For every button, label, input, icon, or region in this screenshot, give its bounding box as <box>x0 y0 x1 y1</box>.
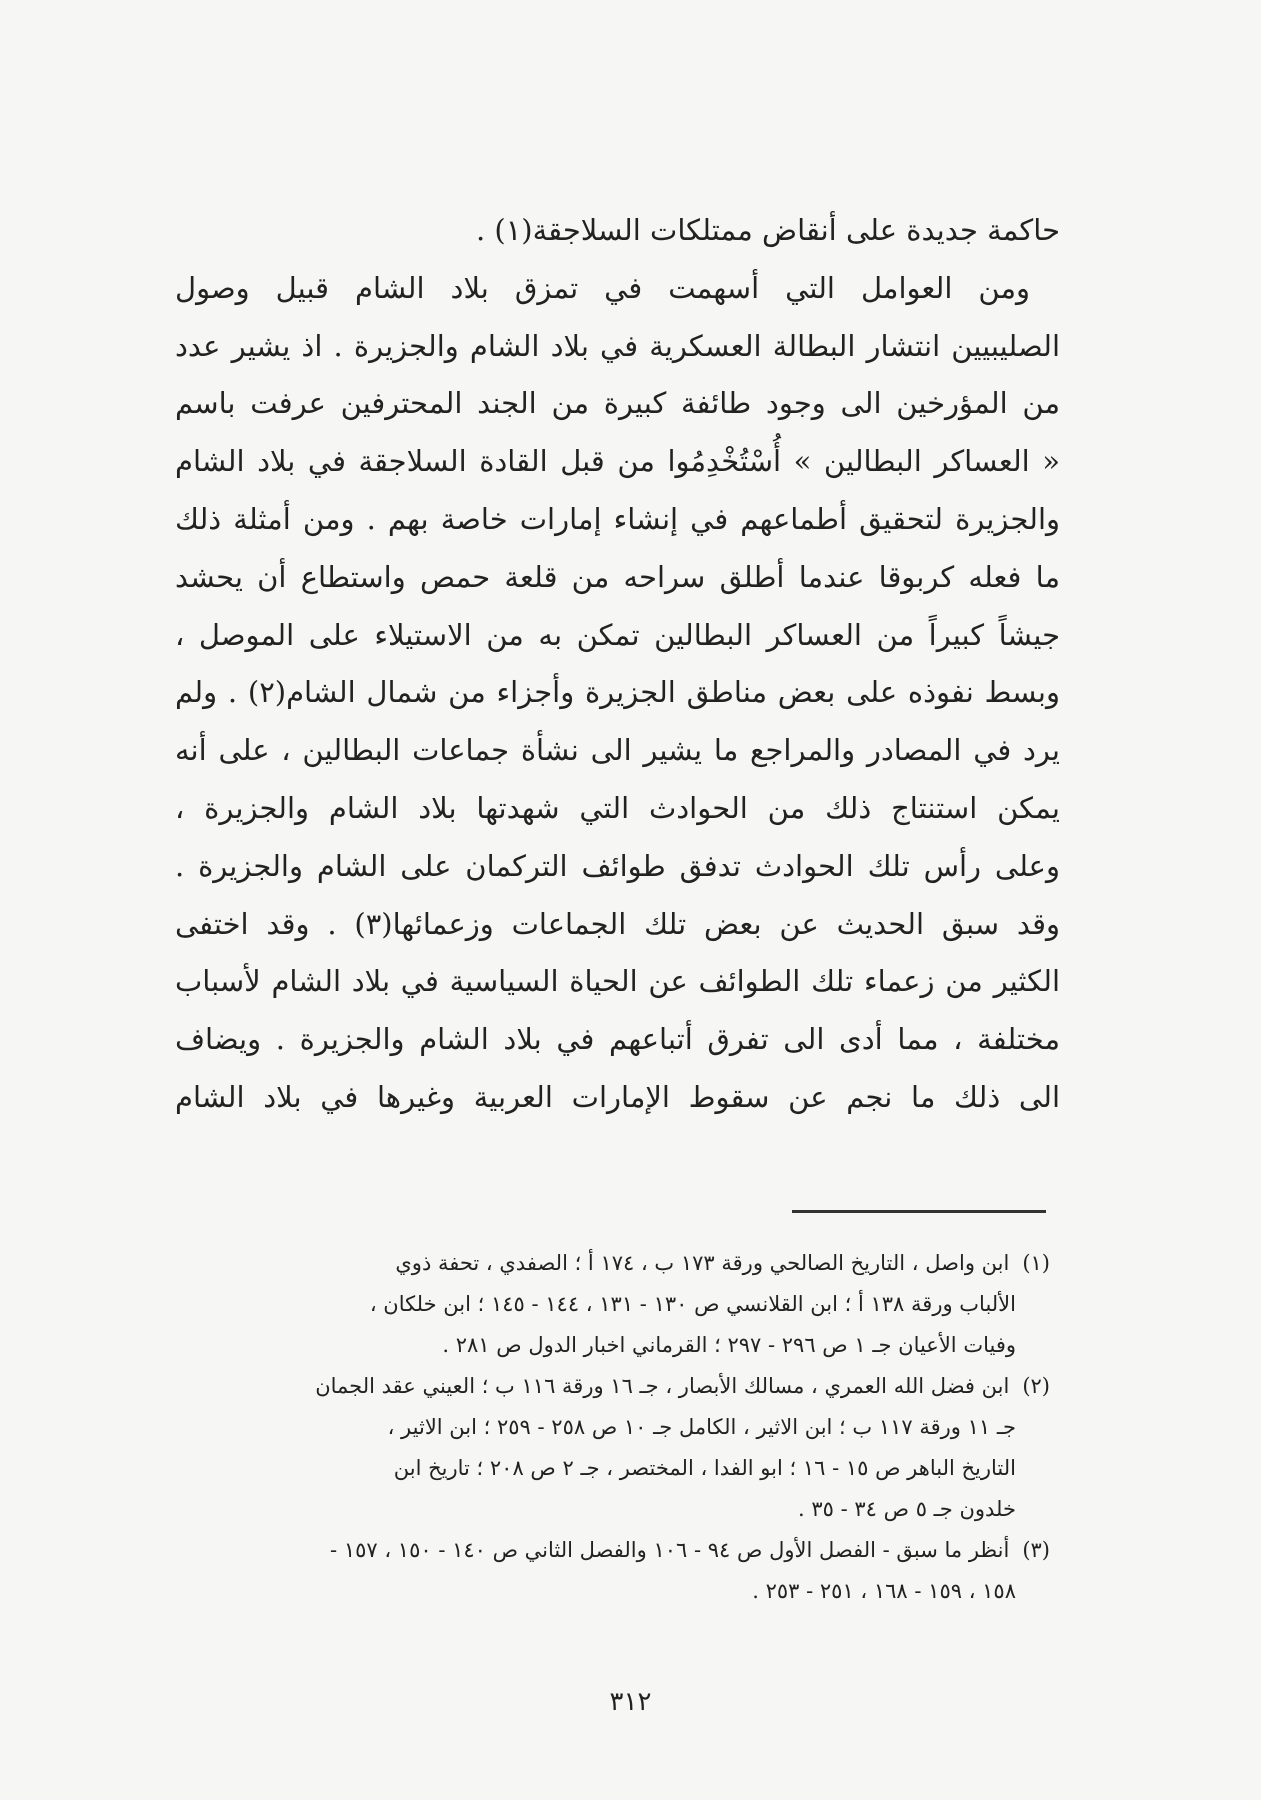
footnote-text: خلدون جـ ٥ ص ٣٤ - ٣٥ . <box>798 1497 1016 1521</box>
footnote-text: ابن فضل الله العمري ، مسالك الأبصار ، جـ ١٦ ورقة ١١٦ ب ؛ العيني عقد الجمان <box>315 1374 1010 1398</box>
body-line: وبسط نفوذه على بعض مناطق الجزيرة وأجزاء من شمال الشام(٢) . ولم <box>175 675 1060 710</box>
footnote-text: ١٥٨ ، ١٥٩ - ١٦٨ ، ٢٥١ - ٢٥٣ . <box>752 1579 1016 1603</box>
body-line: الصليبيين انتشار البطالة العسكرية في بلاد الشام والجزيرة . اذ يشير عدد <box>175 328 1060 363</box>
footnote-1 <box>170 1243 1050 1284</box>
footnote-text: وفيات الأعيان جـ ١ ص ٢٩٦ - ٢٩٧ ؛ القرماني اخبار الدول ص ٢٨١ . <box>442 1333 1016 1357</box>
footnote-number: (٣) <box>1022 1538 1050 1562</box>
footnote-text: التاريخ الباهر ص ١٥ - ١٦ ؛ ابو الفدا ، المختصر ، جـ ٢ ص ٢٠٨ ؛ تاريخ ابن <box>393 1456 1016 1480</box>
body-line: ومن العوامل التي أسهمت في تمزق بلاد الشام قبيل وصول <box>175 270 1030 305</box>
footnote-number: (٢) <box>1022 1374 1050 1398</box>
footnote-text: أنظر ما سبق - الفصل الأول ص ٩٤ - ١٠٦ والفصل الثاني ص ١٤٠ - ١٥٠ ، ١٥٧ - <box>330 1538 1010 1562</box>
footnote-2 <box>170 1366 1050 1407</box>
page-number: ٣١٢ <box>609 1687 652 1717</box>
footnote-text: ابن واصل ، التاريخ الصالحي ورقة ١٧٣ ب ، ١٧٤ أ ؛ الصفدي ، تحفة ذوي <box>395 1251 1010 1275</box>
body-line: من المؤرخين الى وجود طائفة كبيرة من الجند المحترفين عرفت باسم <box>175 386 1060 421</box>
body-line: ما فعله كربوقا عندما أطلق سراحه من قلعة حمص واستطاع أن يحشد <box>175 559 1060 594</box>
body-line: حاكمة جديدة على أنقاض ممتلكات السلاجقة(١) . <box>475 213 1060 247</box>
footnotes <box>170 1243 1050 1612</box>
body-text <box>175 202 1060 1127</box>
body-line: « العساكر البطالين » أُسْتُخْدِمُوا من قبل القادة السلاجقة في بلاد الشام <box>175 444 1060 479</box>
body-line: الى ذلك ما نجم عن سقوط الإمارات العربية وغيرها في بلاد الشام <box>175 1079 1060 1114</box>
body-line: وقد سبق الحديث عن بعض تلك الجماعات وزعمائها(٣) . وقد اختفى <box>175 906 1060 941</box>
body-line: جيشاً كبيراً من العساكر البطالين تمكن به من الاستيلاء على الموصل ، <box>175 617 1060 652</box>
footnote-text: جـ ١١ ورقة ١١٧ ب ؛ ابن الاثير ، الكامل جـ ١٠ ص ٢٥٨ - ٢٥٩ ؛ ابن الاثير ، <box>387 1415 1016 1439</box>
body-line: يرد في المصادر والمراجع ما يشير الى نشأة جماعات البطالين ، على أنه <box>175 733 1060 768</box>
body-line: والجزيرة لتحقيق أطماعهم في إنشاء إمارات خاصة بهم . ومن أمثلة ذلك <box>175 501 1060 536</box>
footnote-separator <box>792 1210 1046 1213</box>
footnote-text: الألباب ورقة ١٣٨ أ ؛ ابن القلانسي ص ١٣٠ - ١٣١ ، ١٤٤ - ١٤٥ ؛ ابن خلكان ، <box>369 1292 1016 1316</box>
footnote-3 <box>170 1530 1050 1571</box>
body-line: وعلى رأس تلك الحوادث تدفق طوائف التركمان على الشام والجزيرة . <box>175 848 1060 883</box>
body-line: الكثير من زعماء تلك الطوائف عن الحياة السياسية في بلاد الشام لأسباب <box>175 964 1060 999</box>
body-line: مختلفة ، مما أدى الى تفرق أتباعهم في بلاد الشام والجزيرة . ويضاف <box>175 1022 1060 1057</box>
body-line: يمكن استنتاج ذلك من الحوادث التي شهدتها بلاد الشام والجزيرة ، <box>175 790 1060 825</box>
footnote-number: (١) <box>1022 1251 1050 1275</box>
